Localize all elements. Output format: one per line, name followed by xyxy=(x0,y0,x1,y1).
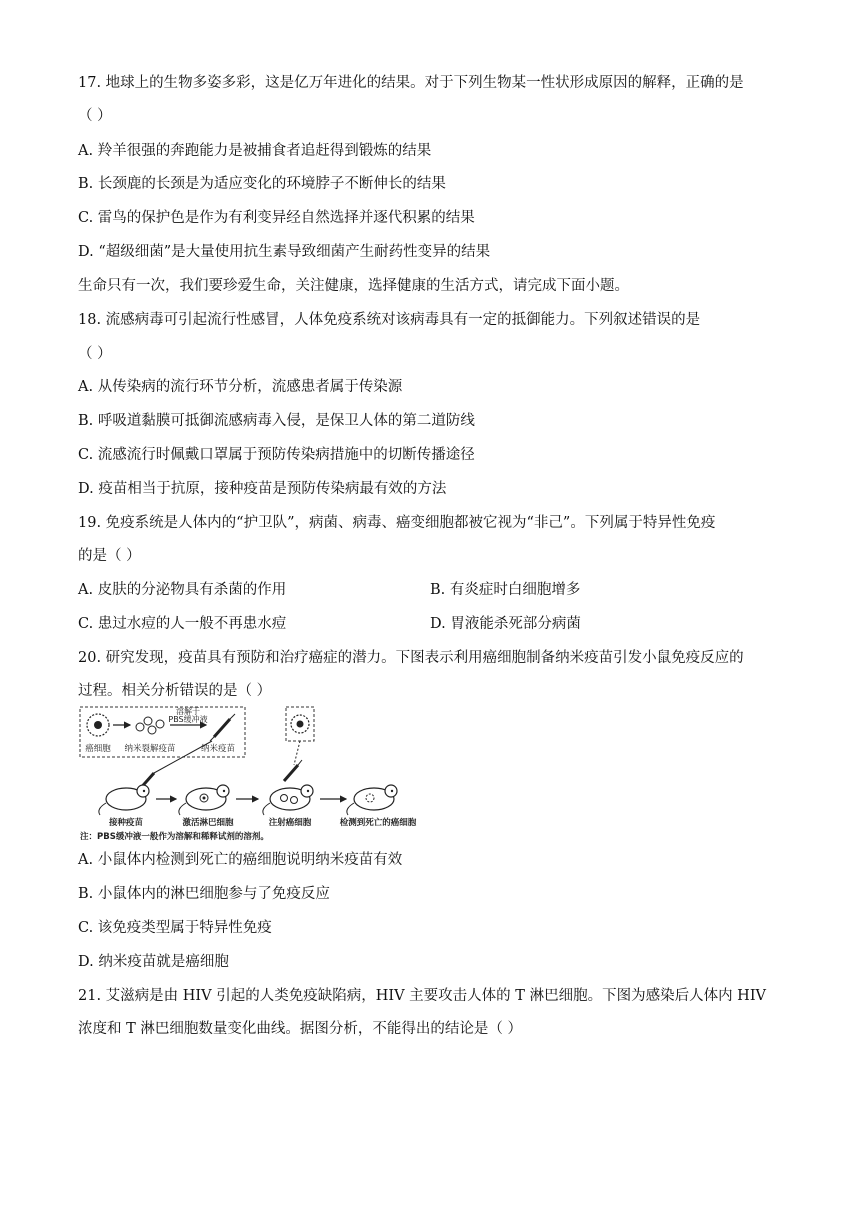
figure-note: 注：PBS缓冲液一般作为溶解和稀释试剂的溶剂。 xyxy=(80,832,269,842)
section-intro: 生命只有一次，我们要珍爱生命，关注健康，选择健康的生活方式，请完成下面小题。 xyxy=(78,278,629,294)
q18-stem: 18. 流感病毒可引起流行性感冒，人体免疫系统对该病毒具有一定的抵御能力。下列叙述错误的是 xyxy=(78,312,701,328)
q17-option-a: A. 羚羊很强的奔跑能力是被捕食者追赶得到锻炼的结果 xyxy=(78,143,432,159)
mouse-icon xyxy=(347,785,397,815)
nano-lysis-vaccine-icon xyxy=(136,717,164,734)
mouse-icon xyxy=(263,785,313,815)
q19-option-c: C. 患过水痘的人一般不再患水痘 xyxy=(78,616,287,632)
q20-stem-line2: 过程。相关分析错误的是（ ） xyxy=(78,683,272,699)
q19-stem-line1: 19. 免疫系统是人体内的“护卫队”，病菌、病毒、癌变细胞都被它视为“非己”。下列属于特异性免疫 xyxy=(78,515,716,531)
q19-stem-line2: 的是（ ） xyxy=(78,548,141,564)
q18-paren: （ ） xyxy=(78,346,112,362)
q20-option-a: A. 小鼠体内检测到死亡的癌细胞说明纳米疫苗有效 xyxy=(78,852,403,868)
q18-option-d: D. 疫苗相当于抗原，接种疫苗是预防传染病最有效的方法 xyxy=(78,481,447,497)
label-pbs-buffer: PBS缓冲液 xyxy=(168,715,208,724)
q18-option-b: B. 呼吸道黏膜可抵御流感病毒入侵，是保卫人体的第二道防线 xyxy=(78,413,475,429)
q19-option-b: B. 有炎症时白细胞增多 xyxy=(430,582,581,598)
mouse-icon xyxy=(99,785,149,815)
q20-option-d: D. 纳米疫苗就是癌细胞 xyxy=(78,954,229,970)
q19-option-d: D. 胃液能杀死部分病菌 xyxy=(430,616,581,632)
q21-stem-line2: 浓度和 T 淋巴细胞数量变化曲线。据图分析，不能得出的结论是（ ） xyxy=(78,1021,522,1037)
label-detect-dead-cells: 检测到死亡的癌细胞 xyxy=(339,818,417,828)
q20-option-b: B. 小鼠体内的淋巴细胞参与了免疫反应 xyxy=(78,886,330,902)
q20-stem-line1: 20. 研究发现，疫苗具有预防和治疗癌症的潜力。下图表示利用癌细胞制备纳米疫苗引发小鼠免疫反应的 xyxy=(78,650,744,666)
cancer-cell-icon xyxy=(87,714,109,736)
q18-option-c: C. 流感流行时佩戴口罩属于预防传染病措施中的切断传播途径 xyxy=(78,447,475,463)
q17-option-d: D. “超级细菌”是大量使用抗生素导致细菌产生耐药性变异的结果 xyxy=(78,244,491,260)
vaccine-process-figure xyxy=(78,705,428,843)
syringe-icon xyxy=(210,714,235,741)
label-activate-lymphocytes: 激活淋巴细胞 xyxy=(182,818,234,828)
q21-stem-line1: 21. 艾滋病是由 HIV 引起的人类免疫缺陷病，HIV 主要攻击人体的 T 淋巴细胞。下图为感染后人体内 HIV xyxy=(78,988,767,1004)
label-inject-cancer-cells: 注射癌细胞 xyxy=(268,818,312,828)
q20-option-c: C. 该免疫类型属于特异性免疫 xyxy=(78,920,272,936)
q17-option-c: C. 雷鸟的保护色是作为有利变异经自然选择并逐代积累的结果 xyxy=(78,210,475,226)
label-cancer-cell: 癌细胞 xyxy=(85,744,111,754)
label-inoculate-vaccine: 接种疫苗 xyxy=(108,818,144,828)
q17-stem: 17. 地球上的生物多姿多彩，这是亿万年进化的结果。对于下列生物某一性状形成原因的解释，正确的是 xyxy=(78,75,744,91)
label-nano-lysis-vaccine: 纳米裂解疫苗 xyxy=(124,744,176,754)
q19-option-a: A. 皮肤的分泌物具有杀菌的作用 xyxy=(78,582,287,598)
label-dissolved-in: 溶解于 xyxy=(176,707,200,716)
cancer-cell-icon xyxy=(291,715,309,733)
q17-option-b: B. 长颈鹿的长颈是为适应变化的环境脖子不断伸长的结果 xyxy=(78,176,446,192)
q18-option-a: A. 从传染病的流行环节分析，流感患者属于传染源 xyxy=(78,379,403,395)
syringe-icon xyxy=(284,760,302,781)
q17-paren: （ ） xyxy=(78,108,112,124)
label-nano-vaccine: 纳米疫苗 xyxy=(200,744,236,754)
mouse-icon xyxy=(179,785,229,815)
